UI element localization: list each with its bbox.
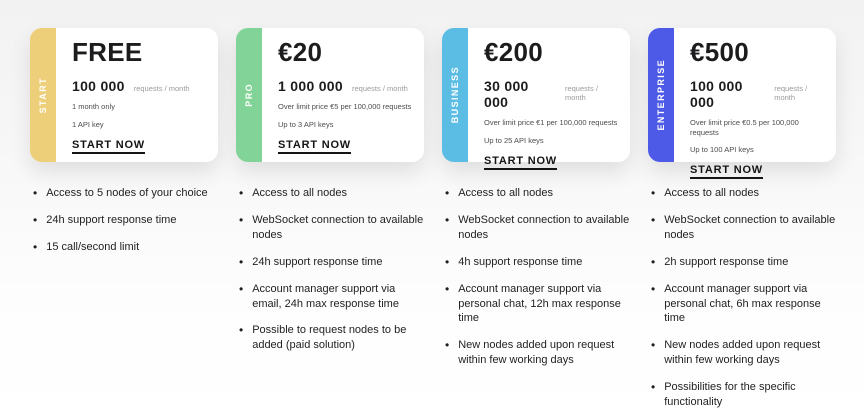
feature-text: 24h support response time <box>46 214 177 226</box>
feature-item <box>33 186 218 201</box>
start-now-link[interactable]: START NOW <box>690 164 763 179</box>
volume-suffix: requests / month <box>351 84 408 94</box>
feature-item <box>33 213 218 228</box>
plan-detail-1: 1 month only <box>72 102 115 112</box>
plan-volume <box>690 78 826 110</box>
feature-item <box>445 338 630 368</box>
plan-tab-label: BUSINESS <box>450 66 460 124</box>
feature-item <box>651 255 836 270</box>
plan-price: €20 <box>278 37 323 67</box>
plan-detail-1: Over limit price €5 per 100,000 requests <box>278 102 412 112</box>
plan-volume <box>484 78 620 110</box>
plan-column <box>442 28 630 419</box>
plan-detail-2: 1 API key <box>72 119 104 129</box>
bullet-icon: • <box>239 323 244 338</box>
bullet-icon: • <box>651 379 656 394</box>
feature-text: New nodes added upon request within few working days <box>664 339 821 367</box>
feature-text: Possibilities for the specific functionality <box>664 380 796 408</box>
bullet-icon: • <box>239 186 244 200</box>
feature-item <box>239 282 424 312</box>
bullet-icon: • <box>33 186 38 200</box>
feature-item <box>651 186 836 201</box>
volume-number: 100 000 <box>72 78 125 95</box>
feature-text: Access to 5 nodes of your choice <box>46 187 208 199</box>
bullet-icon: • <box>651 186 656 200</box>
feature-text: Account manager support via personal chat, 6h max response time <box>664 282 821 325</box>
feature-text: 15 call/second limit <box>46 241 140 253</box>
bullet-icon: • <box>445 281 450 296</box>
plan-card-start <box>30 28 218 162</box>
plan-tab <box>442 28 468 162</box>
feature-item <box>239 323 424 353</box>
volume-number: 1 000 000 <box>278 78 343 95</box>
plan-detail-2: Up to 100 API keys <box>690 145 754 155</box>
volume-suffix: requests / month <box>774 84 808 103</box>
feature-item <box>239 186 424 201</box>
feature-item <box>445 255 630 270</box>
feature-item <box>651 338 836 368</box>
volume-number: 100 000 000 <box>690 78 743 111</box>
plan-tab-label: PRO <box>244 83 254 107</box>
plan-card-business <box>442 28 630 168</box>
feature-text: WebSocket connection to available nodes <box>664 214 836 241</box>
bullet-icon: • <box>239 254 244 269</box>
feature-text: Possible to request nodes to be added (paid solution) <box>252 324 407 352</box>
plan-column <box>236 28 424 419</box>
bullet-icon: • <box>651 281 656 296</box>
start-now-link[interactable]: START NOW <box>484 155 557 170</box>
plan-detail-2: Up to 25 API keys <box>484 135 544 145</box>
feature-text: WebSocket connection to available nodes <box>458 214 630 241</box>
bullet-icon: • <box>445 338 450 353</box>
plan-card-enterprise <box>648 28 836 177</box>
plan-card-pro <box>236 28 424 162</box>
feature-text: Account manager support via personal chat, 12h max response time <box>458 282 621 325</box>
plan-card-body <box>674 28 836 177</box>
plan-tab <box>648 28 674 162</box>
bullet-icon: • <box>33 213 38 227</box>
feature-item <box>651 282 836 327</box>
volume-number: 30 000 000 <box>484 78 529 111</box>
volume-suffix: requests / month <box>133 84 190 94</box>
feature-text: 4h support response time <box>458 255 583 268</box>
plan-features <box>236 186 424 365</box>
bullet-icon: • <box>445 254 450 269</box>
plan-price: €500 <box>690 37 750 67</box>
plan-tab <box>30 28 56 162</box>
feature-item <box>445 186 630 201</box>
plan-features <box>442 186 630 380</box>
feature-text: 24h support response time <box>252 255 383 268</box>
bullet-icon: • <box>651 213 656 227</box>
plan-price: €200 <box>484 37 544 67</box>
plan-column <box>30 28 218 419</box>
plan-features <box>30 186 218 267</box>
volume-suffix: requests / month <box>564 84 598 103</box>
feature-item <box>445 213 630 243</box>
feature-item <box>445 282 630 327</box>
plan-card-body <box>262 28 424 162</box>
feature-text: Account manager support via email, 24h max response time <box>252 282 399 310</box>
plan-column <box>648 28 836 419</box>
bullet-icon: • <box>445 186 450 200</box>
feature-text: Access to all nodes <box>252 187 347 199</box>
feature-text: New nodes added upon request within few working days <box>458 339 615 367</box>
pricing-plans-row <box>30 28 835 419</box>
plan-volume <box>72 78 208 94</box>
start-now-link[interactable]: START NOW <box>72 139 145 154</box>
feature-item <box>33 240 218 255</box>
plan-tab <box>236 28 262 162</box>
feature-item <box>651 213 836 243</box>
plan-volume <box>278 78 414 94</box>
plan-tab-label: ENTERPRISE <box>656 59 666 131</box>
start-now-link[interactable]: START NOW <box>278 139 351 154</box>
plan-card-body <box>468 28 630 168</box>
plan-price: FREE <box>72 37 143 67</box>
feature-text: Access to all nodes <box>458 187 553 199</box>
bullet-icon: • <box>445 213 450 227</box>
feature-item <box>651 380 836 410</box>
plan-card-body <box>56 28 218 162</box>
bullet-icon: • <box>651 338 656 353</box>
plan-detail-1: Over limit price €0.5 per 100,000 requests <box>690 118 799 137</box>
bullet-icon: • <box>651 254 656 269</box>
feature-item <box>239 213 424 243</box>
feature-item <box>239 255 424 270</box>
feature-text: 2h support response time <box>664 255 789 268</box>
feature-text: WebSocket connection to available nodes <box>252 214 424 241</box>
plan-detail-1: Over limit price €1 per 100,000 requests <box>484 118 618 128</box>
plan-detail-2: Up to 3 API keys <box>278 119 334 129</box>
feature-text: Access to all nodes <box>664 187 759 199</box>
plan-tab-label: START <box>38 76 48 114</box>
bullet-icon: • <box>239 281 244 296</box>
bullet-icon: • <box>33 240 38 254</box>
plan-features <box>648 186 836 419</box>
bullet-icon: • <box>239 213 244 227</box>
